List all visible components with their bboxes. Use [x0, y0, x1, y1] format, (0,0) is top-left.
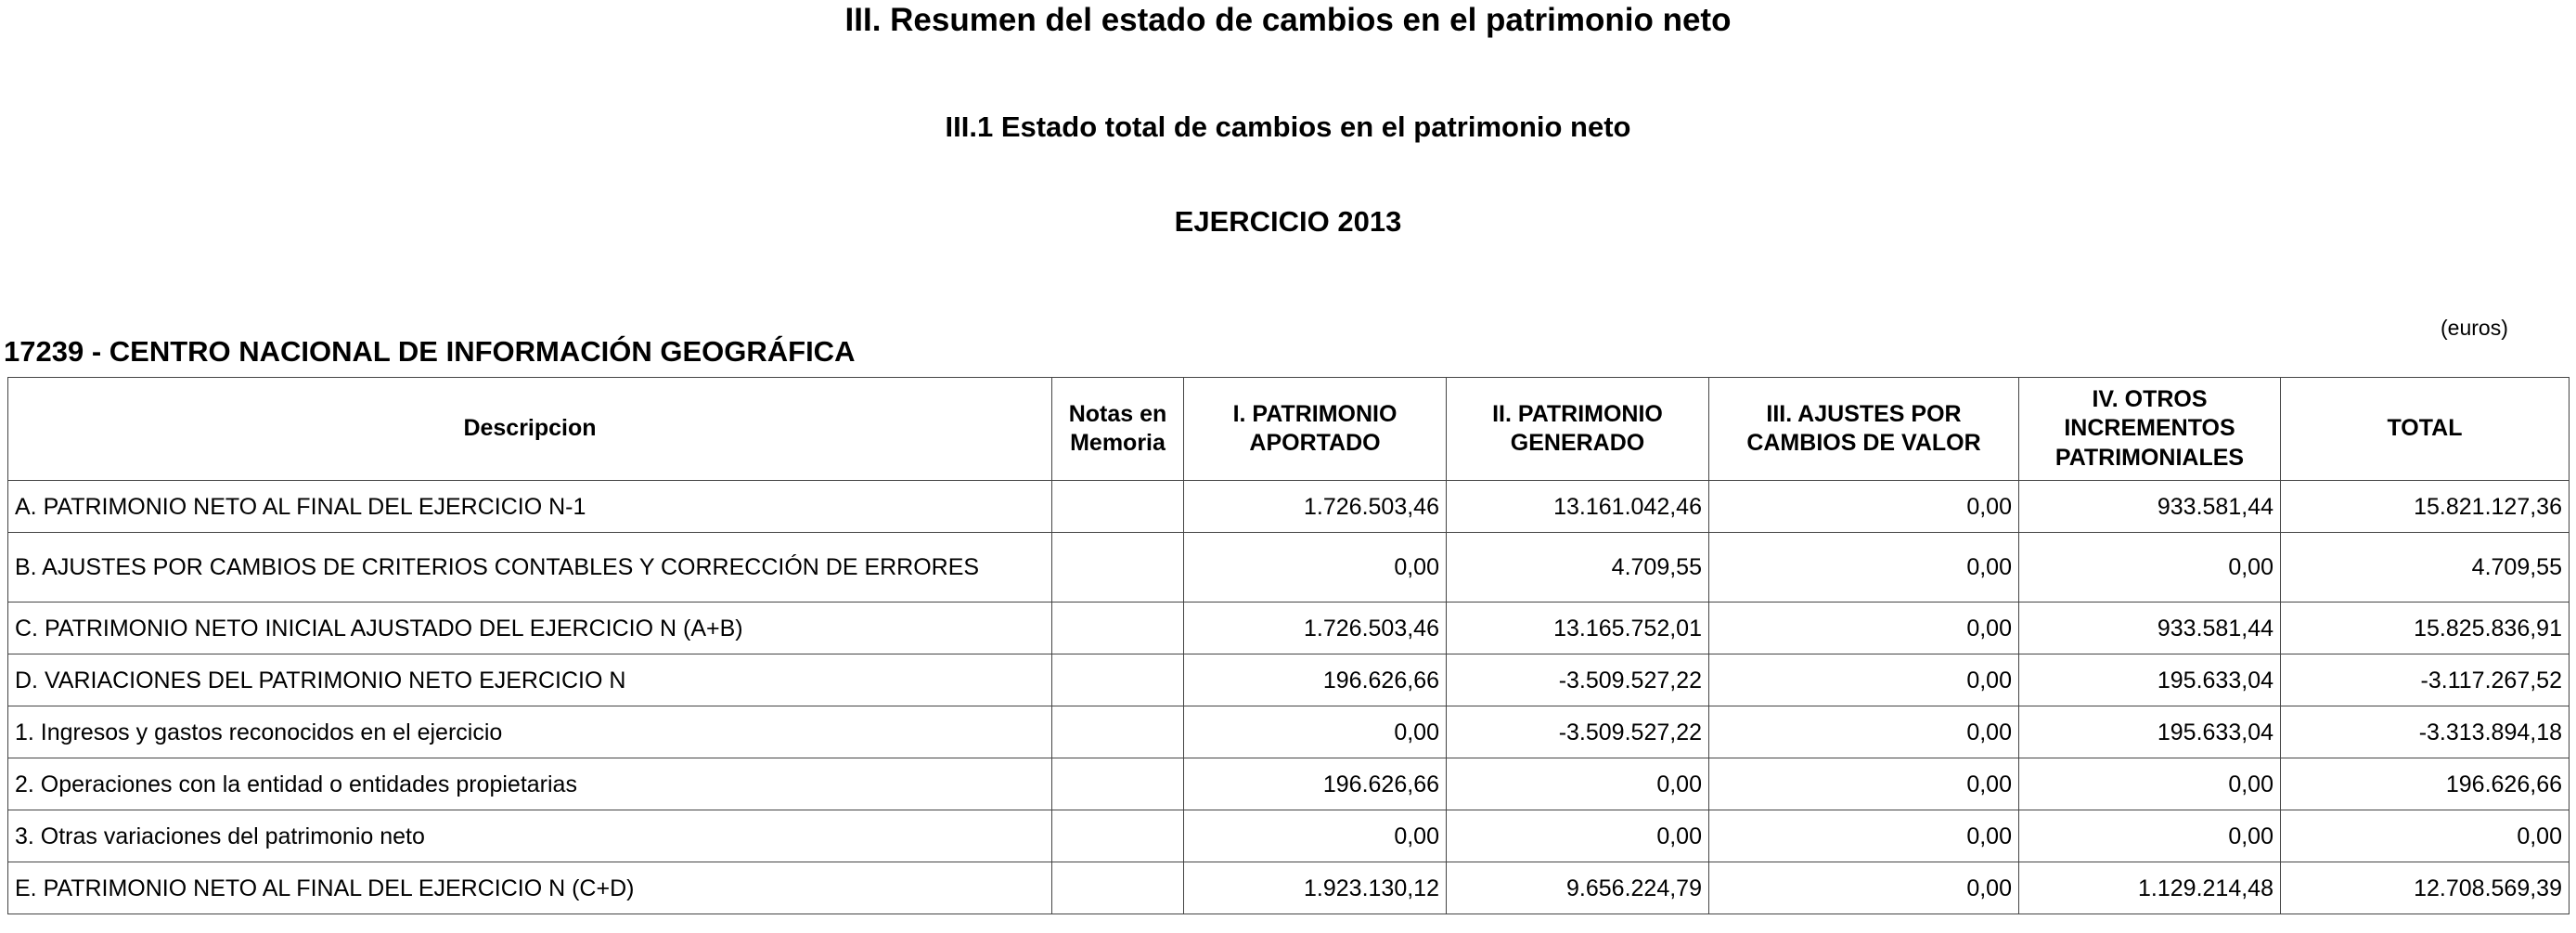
row-notes	[1052, 603, 1184, 654]
row-description: D. VARIACIONES DEL PATRIMONIO NETO EJERCICIO N	[8, 654, 1052, 706]
column-header-description: Descripcion	[8, 378, 1052, 481]
row-notes	[1052, 706, 1184, 758]
cell-patrimonio-aportado: 0,00	[1184, 706, 1447, 758]
cell-otros-incrementos: 0,00	[2019, 758, 2281, 810]
report-title: III. Resumen del estado de cambios en el patrimonio neto	[844, 2, 1732, 38]
row-description: 1. Ingresos y gastos reconocidos en el ejercicio	[8, 706, 1052, 758]
cell-patrimonio-generado: 9.656.224,79	[1447, 862, 1709, 914]
cell-otros-incrementos: 1.129.214,48	[2019, 862, 2281, 914]
row-notes	[1052, 862, 1184, 914]
cell-patrimonio-generado: 0,00	[1447, 810, 1709, 862]
row-notes	[1052, 758, 1184, 810]
table-row	[8, 810, 2570, 862]
row-description: 2. Operaciones con la entidad o entidades propietarias	[8, 758, 1052, 810]
cell-total: 12.708.569,39	[2281, 862, 2570, 914]
cell-total: 15.821.127,36	[2281, 481, 2570, 533]
cell-ajustes-valor: 0,00	[1709, 481, 2019, 533]
table-row	[8, 654, 2570, 706]
column-header-ajustes-valor: III. AJUSTES POR CAMBIOS DE VALOR	[1709, 378, 2019, 481]
cell-patrimonio-aportado: 0,00	[1184, 810, 1447, 862]
cell-otros-incrementos: 0,00	[2019, 533, 2281, 603]
table-header-row	[8, 378, 2570, 481]
row-description: B. AJUSTES POR CAMBIOS DE CRITERIOS CONTABLES Y CORRECCIÓN DE ERRORES	[8, 533, 1052, 603]
cell-patrimonio-aportado: 1.923.130,12	[1184, 862, 1447, 914]
cell-patrimonio-generado: 13.161.042,46	[1447, 481, 1709, 533]
table-row	[8, 533, 2570, 603]
cell-otros-incrementos: 933.581,44	[2019, 481, 2281, 533]
row-description: 3. Otras variaciones del patrimonio neto	[8, 810, 1052, 862]
cell-total: 196.626,66	[2281, 758, 2570, 810]
cell-ajustes-valor: 0,00	[1709, 654, 2019, 706]
entity-heading: 17239 - CENTRO NACIONAL DE INFORMACIÓN GEOGRÁFICA	[4, 335, 856, 368]
column-header-patrimonio-aportado: I. PATRIMONIO APORTADO	[1184, 378, 1447, 481]
row-notes	[1052, 654, 1184, 706]
cell-total: -3.117.267,52	[2281, 654, 2570, 706]
equity-changes-table	[7, 377, 2570, 914]
cell-total: 15.825.836,91	[2281, 603, 2570, 654]
cell-otros-incrementos: 0,00	[2019, 810, 2281, 862]
cell-otros-incrementos: 195.633,04	[2019, 706, 2281, 758]
row-notes	[1052, 810, 1184, 862]
cell-patrimonio-aportado: 1.726.503,46	[1184, 481, 1447, 533]
cell-patrimonio-generado: 4.709,55	[1447, 533, 1709, 603]
cell-total: 0,00	[2281, 810, 2570, 862]
table-row	[8, 706, 2570, 758]
cell-patrimonio-generado: -3.509.527,22	[1447, 654, 1709, 706]
cell-otros-incrementos: 195.633,04	[2019, 654, 2281, 706]
cell-ajustes-valor: 0,00	[1709, 862, 2019, 914]
cell-ajustes-valor: 0,00	[1709, 810, 2019, 862]
row-notes	[1052, 481, 1184, 533]
report-subtitle: III.1 Estado total de cambios en el patrimonio neto	[945, 110, 1631, 143]
cell-total: -3.313.894,18	[2281, 706, 2570, 758]
row-description: A. PATRIMONIO NETO AL FINAL DEL EJERCICIO N-1	[8, 481, 1052, 533]
column-header-patrimonio-generado: II. PATRIMONIO GENERADO	[1447, 378, 1709, 481]
cell-ajustes-valor: 0,00	[1709, 603, 2019, 654]
cell-patrimonio-aportado: 1.726.503,46	[1184, 603, 1447, 654]
cell-patrimonio-aportado: 196.626,66	[1184, 654, 1447, 706]
cell-patrimonio-generado: 0,00	[1447, 758, 1709, 810]
table-row	[8, 481, 2570, 533]
row-description: C. PATRIMONIO NETO INICIAL AJUSTADO DEL EJERCICIO N (A+B)	[8, 603, 1052, 654]
fiscal-year-heading: EJERCICIO 2013	[1174, 205, 1402, 238]
table-row	[8, 862, 2570, 914]
cell-ajustes-valor: 0,00	[1709, 533, 2019, 603]
row-description: E. PATRIMONIO NETO AL FINAL DEL EJERCICIO N (C+D)	[8, 862, 1052, 914]
cell-otros-incrementos: 933.581,44	[2019, 603, 2281, 654]
column-header-total: TOTAL	[2281, 378, 2570, 481]
table-row	[8, 758, 2570, 810]
column-header-otros-incrementos: IV. OTROS INCREMENTOS PATRIMONIALES	[2019, 378, 2281, 481]
column-header-notes: Notas en Memoria	[1052, 378, 1184, 481]
cell-total: 4.709,55	[2281, 533, 2570, 603]
cell-patrimonio-generado: 13.165.752,01	[1447, 603, 1709, 654]
cell-patrimonio-aportado: 196.626,66	[1184, 758, 1447, 810]
currency-units-label: (euros)	[2441, 316, 2508, 340]
table-row	[8, 603, 2570, 654]
row-notes	[1052, 533, 1184, 603]
cell-ajustes-valor: 0,00	[1709, 758, 2019, 810]
cell-ajustes-valor: 0,00	[1709, 706, 2019, 758]
cell-patrimonio-aportado: 0,00	[1184, 533, 1447, 603]
cell-patrimonio-generado: -3.509.527,22	[1447, 706, 1709, 758]
